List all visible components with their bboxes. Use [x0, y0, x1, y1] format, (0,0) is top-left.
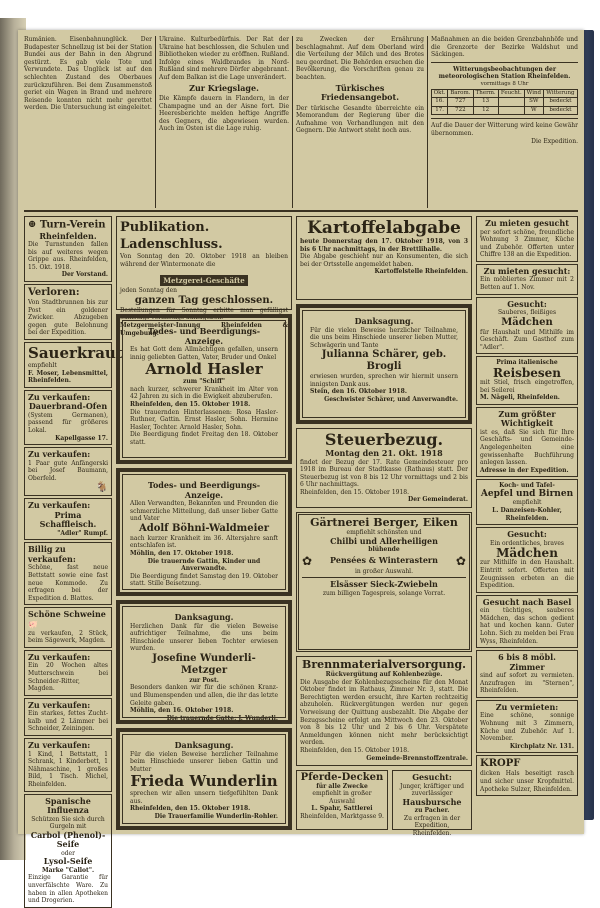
ad-text: Die Ausgabe der Kohlenbezugsscheine für den Monat Oktober findet im Rathaus, Zimmer Nr. 3, statt. Die Berechtigten werden ersucht, ihre Karten rechtzeitig abzuholen. Rückvergütungen werden nur gegen Vorweisung der Quittung ausbezahlt. Die Abgabe der Bezugsscheine erfolgt am Mittwoch den 23. Oktober von 8 bis 12 Uhr und 2 bis 6 Uhr. Verspätete Anmeldungen können nicht mehr berücksichtigt werden.: [300, 678, 468, 747]
notice-text: nach kurzer, schwerer Krankheit im Alter von 42 Jahren zu sich in die Ewigkeit abzuberufen.: [130, 385, 278, 401]
ad-text: empfiehlt in großer Auswahl: [312, 790, 372, 805]
ad-subtitle: für alle Zwecke: [316, 782, 368, 790]
ad-zimmer-gesucht: [476, 264, 578, 295]
notice-place: Möhlin, den 17. Oktober 1918.: [130, 549, 234, 557]
flower-icon: ✿: [455, 553, 466, 568]
notice-funeral: Die Beerdigung findet Samstag den 19. Oktober statt. Stille Beisetzung.: [130, 572, 278, 588]
ad-title: KROPF: [480, 758, 521, 770]
notice-place: Möhlin, den 16. Oktober 1918.: [130, 707, 234, 715]
ad-verkaufen-ofen: [24, 390, 112, 445]
notice-text: Für die vielen Beweise herzlicher Teilnahme, die uns beim Hinschiede unserer lieben Mutter, Schwägerin und Tante: [310, 326, 458, 349]
ad-text: Junger, kräftiger und zuverlässiger: [400, 782, 464, 798]
ad-moebl-zimmer: [476, 650, 578, 698]
goat-icon: 🐐: [95, 482, 108, 494]
deceased-name: Josefine Wunderli-Metzger: [152, 652, 256, 676]
ad-title: Zu mieten gesucht: [485, 218, 569, 228]
deceased-name: Arnold Hasler: [145, 360, 263, 379]
ad-sign: Kartoffelstelle Rheinfelden.: [374, 268, 468, 276]
notice-sign: Die trauernde Gatte: J. Wunderli.: [166, 714, 278, 722]
ad-moebel: [24, 738, 112, 791]
ad-title: Pferde-Decken: [300, 772, 384, 783]
ad-address: Kapellgasse 17.: [55, 434, 108, 442]
ad-title: Brennmaterialversorgung.: [302, 658, 466, 671]
ad-verloren: [24, 284, 112, 340]
ad-title: Gesucht nach Basel: [482, 596, 572, 607]
ad-title: Zu verkaufen:: [28, 449, 91, 460]
ad-kropf: [476, 755, 578, 796]
ad-wohnung-gesucht: [476, 216, 578, 262]
ad-aepfel: [476, 479, 578, 525]
notice-place: Stein, den 16. Oktober 1918.: [310, 388, 407, 396]
ad-subtitle: Prima italienische: [496, 359, 558, 367]
news-text: Rumänien. Eisenbahnunglück. Der Budapester Schnellzug ist bei der Station Bundei aus der Bahn in den Abgrund gestürzt. Es gab viele Tote und Verwundete. Das Unglück ist auf den schlechten Zustand des Oberbaues zurückzuführen. Bei dem Zusammenstoß geriet ein Wagen in Brand und mehrere Reisende konnten nicht mehr gerettet werden. Die Untersuchung ist eingeleitet.: [24, 36, 152, 112]
ad-text: empfiehlt schönsten und: [346, 529, 422, 536]
news-text: Ukraine. Kulturbedürfnis. Der Rat der Ukraine hat beschlossen, die Schulen und Bibliotheken wieder zu eröffnen. Rußland. Infolge eines Waldbrandes in Nord-Rußland sind mehrere Dörfer abgebrannt. Auf dem Balkan ist die Lage unverändert.: [159, 36, 289, 81]
right-ad-column: [476, 216, 578, 830]
ad-place: Rheinfelden, den 15. Oktober 1918.: [300, 746, 410, 754]
notice-subtitle: zum "Schiff": [182, 378, 225, 386]
ad-text: empfiehlt: [512, 499, 542, 507]
section-heading: Türkisches Friedensangebot.: [321, 82, 399, 103]
ad-text: findet der Bezug der 17. Rate Gemeindesteuer pro 1918 im Bureau der Stadtkasse (Rathaus) statt. Der Steuerbezug ist von 8 bis 12 Uhr vormittags und 2 bis 6 Uhr nachmittags.: [300, 458, 468, 489]
ad-mutterschwein: [24, 650, 112, 696]
ad-billig: [24, 542, 112, 605]
ad-verkaufen-ski: [24, 447, 112, 496]
ad-brennmaterial: [296, 656, 472, 766]
ad-address: Rheinfelden, Marktgasse 9.: [300, 812, 384, 820]
turner-cross-icon: ⊕: [28, 219, 37, 230]
ad-basel: [476, 595, 578, 648]
ad-steuerbezug: [296, 428, 472, 508]
news-text: Die Kämpfe dauern in Flandern, in der Champagne und an der Aisne fort. Die Heeresberichte melden heftige Angriffe des Gegners, die abgewiesen wurden. Auch im Osten ist die Lage ruhig.: [159, 95, 289, 133]
notice-mourners: Die trauernden Hinterlassenen: Rosa Hasler-Ruthner, Gattin. Ernst Hasler, Sohn. Hermine Hasler, Tochter. Arnold Hasler, Sohn.: [130, 408, 278, 431]
notice-text: erwiesen wurden, sprechen wir hiermit unsern innigsten Dank aus.: [310, 373, 458, 388]
thanks-schaerer: [296, 304, 472, 424]
ad-sign: Zu erfragen in der Expedition, Rheinfelden.: [403, 814, 461, 837]
ad-text: für Haushalt und Mithilfe im Geschäft. Zum Gasthof zum "Adler".: [480, 328, 574, 351]
ad-sign: L. Danzeisen-Kohler, Rheinfelden.: [492, 507, 562, 522]
newspaper-page: [18, 30, 584, 905]
ad-title: Zu vermieten:: [495, 701, 559, 712]
notice-heading: Todes- und Beerdigungs-Anzeige.: [147, 326, 261, 346]
section-heading: Zur Kriegslage.: [189, 82, 259, 93]
deceased-name: Frieda Wunderlin: [130, 772, 278, 791]
ad-title: Gesucht:: [507, 298, 547, 309]
notice-text: Allen Verwandten, Bekannten und Freunden die schmerzliche Mitteilung, daß unser lieber Gatte und Vater: [130, 500, 278, 523]
ad-sign: Adresse in der Expedition.: [480, 466, 569, 474]
ad-sign: Der Gemeinderat.: [408, 496, 468, 504]
ad-gaertnerei: [296, 512, 472, 652]
notice-text: Herzlichen Dank für die vielen Beweise aufrichtiger Teilnahme, die uns beim Hinschiede unserer lieben Tochter erwiesen wurden.: [130, 622, 278, 653]
ad-text: 1 Paar gute Anfängerski bei Josef Baumann, Oberfeld.: [28, 459, 108, 482]
weather-note: Auf die Dauer der Witterung wird keine Gewähr übernommen.: [431, 122, 578, 137]
notice-mourners: Die trauernde Gattin, Kinder und Anverwandte.: [147, 557, 261, 573]
ad-place: Rheinfelden.: [39, 230, 97, 241]
ad-influenza: [24, 794, 112, 908]
notice-funeral: Die Beerdigung findet Freitag den 18. Oktober statt.: [130, 431, 278, 446]
ad-item: zu Pacher.: [414, 807, 450, 815]
ad-pferdedecken: [296, 770, 388, 830]
ad-sign: Der Vorstand.: [61, 271, 108, 279]
ad-title: Zu verkaufen:: [28, 699, 91, 710]
ad-title: Publikation. Ladenschluss.: [120, 220, 223, 252]
ad-text: (System Germanen), passend für größeres Lokal.: [28, 411, 108, 434]
ad-title: Schöne Schweine 🐖: [28, 609, 106, 630]
ad-item: Elsässer Sieck-Zwiebeln: [330, 579, 438, 590]
column-rule: [292, 36, 293, 208]
ad-item: Mädchen: [496, 546, 558, 561]
ad-title: Zum größter Wichtigkeit: [498, 408, 556, 429]
band-rule: [24, 210, 578, 212]
ad-reisbesen: [476, 356, 578, 404]
ad-text: zur Mithilfe in den Haushalt. Eintritt sofort. Offerten mit Zeugnissen erbeten an die Expedition.: [480, 559, 574, 590]
ad-title: Sauerkraut: [28, 343, 123, 362]
thanks-wunderlin: [116, 728, 292, 830]
news-text: Maßnahmen an die beiden Grenzbahnhöfe und die Grenzorte der Bezirke Waldshut und Säckingen.: [431, 36, 578, 59]
ad-text: ist es, daß Sie sich für Ihre Geschäfts- und Gemeinde-Angelegenheiten eine gewissenhafte Buchführung anlegen lassen.: [480, 428, 574, 467]
notice-heading: Danksagung.: [354, 316, 414, 326]
ad-buchfuehrung: [476, 407, 578, 478]
ad-text: oder: [61, 849, 75, 857]
ad-text: in großer Auswahl.: [354, 567, 414, 575]
news-column-3: [296, 36, 424, 206]
ad-item: Hausbursche: [402, 796, 462, 807]
ad-place: Rheinfelden, den 15. Oktober 1918.: [300, 488, 410, 496]
weather-heading: Witterungsbeobachtungen der meteorologischen Station Rheinfelden.: [438, 65, 571, 81]
ad-text: Einzige Garantie für unverfälschte Ware. Zu haben in allen Apotheken und Drogerien.: [28, 874, 108, 905]
ad-product: Carbol (Phenol)-Seife: [30, 829, 106, 850]
ad-title: Zu mieten gesucht:: [483, 265, 571, 276]
ad-title: Kartoffelabgabe: [307, 218, 461, 238]
ad-text: Die Abgabe geschieht nur an Konsumenten, die sich bei der Ortsstelle angemeldet haben.: [300, 253, 468, 268]
ad-subtitle: Koch- und Tafel-: [499, 482, 555, 490]
flower-icon: ✿: [302, 553, 313, 568]
deceased-name: Julianna Schärer, geb. Brogli: [321, 349, 447, 373]
news-column-2: [159, 36, 289, 206]
notice-heading: Danksagung.: [174, 612, 234, 622]
ad-product: Lysol-Seife: [43, 856, 93, 867]
ad-text: per sofort schöne, freundliche Wohnung 3 Zimmer, Küche und Zubehör. Offerten unter Chiffre 138 an die Expedition.: [480, 228, 574, 259]
obituary-boehni: [116, 468, 292, 596]
ad-address: Kirchplatz Nr. 131.: [509, 742, 574, 750]
news-column-1: [24, 36, 152, 206]
pig-icon: 🐖: [28, 619, 38, 630]
deceased-name: Adolf Böhni-Waldmeier: [138, 522, 270, 534]
ad-text: sind auf sofort zu vermieten. Anzufragen im "Sternen", Rheinfelden.: [480, 672, 574, 695]
notice-heading: Danksagung.: [174, 740, 234, 750]
ad-title: ⊕ Turn-Verein: [28, 219, 106, 231]
ad-text: Von Sonntag den 20. Oktober 1918 an bleiben während der Wintermonate die: [120, 253, 288, 268]
ad-sign: L. Spahr, Sattlerei: [311, 805, 373, 813]
ad-title: Billig zu verkaufen:: [28, 544, 76, 564]
ad-item: Prima Schaffleisch.: [39, 509, 97, 530]
ad-title: Zu verkaufen:: [28, 500, 91, 511]
notice-text: Besonders danken wir für die schönen Kranz- und Blumenspenden und allen, die ihr das letzte Geleite gaben.: [130, 684, 278, 707]
ad-text: Schützen Sie sich durch Gurgeln mit: [31, 815, 105, 831]
weather-header-row: Okt. Barom. Therm. Feucht. Wind Witterung: [432, 89, 578, 98]
ad-text: Ein 20 Wochen altes Mutterschwein bei Schneider-Ritter, Magden.: [28, 662, 108, 693]
ad-text: Eine schöne, sonnige Wohnung mit 3 Zimmern, Küche und Zubehör. Auf 1. November.: [480, 712, 574, 743]
ad-text: dicken Hals beseitigt rasch und sicher unser Kropfmittel. Apotheke Sulzer, Rheinfelden.: [480, 770, 574, 793]
notice-heading: Todes- und Beerdigungs-Anzeige.: [147, 480, 261, 500]
news-column-4: [431, 36, 578, 206]
notice-text: Es hat Gott dem Allmächtigen gefallen, unsern innig geliebten Gatten, Vater, Bruder und Onkel: [130, 346, 278, 361]
ad-text: Sauberes, fleißiges: [497, 309, 557, 317]
ad-sign: Metzgermeister-Innung Rheinfelden & Umgebung.: [120, 321, 288, 337]
ad-schaffleisch: [24, 498, 112, 540]
ad-vermieten: [476, 700, 578, 753]
ad-text: 1 Kind, 1 Bettstatt, 1 Schrank, 1 Kinderbett, 1 Nähmaschine, 1 großes Bild, 1 Tisch. Michel, Rheinfelden.: [28, 750, 108, 788]
obituary-hasler: [116, 314, 292, 464]
ad-schweine: [24, 607, 112, 647]
ad-highlight: Metzgerei-Geschäfte: [160, 275, 247, 286]
notice-text: Für die vielen Beweise herzlicher Teilnahme beim Hinschiede unserer lieben Gattin und Mutter: [130, 750, 278, 773]
ad-maedchen-haushalt: [476, 527, 578, 592]
ad-text: Von Stadtbrunnen bis zur Post ein goldener Zwicker. Abzugeben gegen gute Belohnung bei der Expedition.: [28, 298, 108, 337]
ad-title: Reisbesen: [492, 366, 562, 381]
ad-text: ein tüchtiges, sauberes Mädchen, das schon gedient hat und kochen kann. Guter Lohn. Sich zu melden bei Frau Wyss, Rheinfelden.: [480, 607, 574, 645]
news-text: Der türkische Gesandte überreichte ein Memorandum der Regierung über die Aufnahme von Verhandlungen mit den Gegnern. Die Antwort steht noch aus.: [296, 104, 424, 135]
ad-text: Schöne, fast neue Bettstatt sowie eine fast neue Kommode. Zu erfragen bei der Expedition d. Blattes.: [28, 564, 108, 602]
ad-item: Pensées & Winterastern: [330, 554, 438, 565]
ad-highlight: ganzen Tag geschlossen.: [134, 294, 274, 306]
notice-sign: Die Trauerfamilie Wunderlin-Rohler.: [154, 813, 278, 821]
weather-row: 16. 727 13 SW bedeckt: [432, 98, 578, 107]
ad-item: Chilbi und Allerheiligen: [330, 535, 438, 546]
ad-turnverein: [24, 216, 112, 282]
ad-sign: M. Nägeli, Rheinfelden.: [480, 394, 560, 402]
thanks-wunderli: [116, 600, 292, 724]
ad-text: mit Stiel, frisch eingetroffen, bei Seilerei: [480, 379, 574, 394]
ad-text: heute Donnerstag den 17. Oktober 1918, von 3 bis 6 Uhr nachmittags, in der Brettlihalle.: [300, 238, 468, 253]
ad-title: Zu verkaufen:: [28, 391, 91, 402]
ad-subtitle: Rückvergütung auf Kohlenbezüge.: [325, 671, 443, 678]
notice-place: Rheinfelden, den 15. Oktober 1918.: [130, 400, 251, 408]
ad-text: Ein möbliertes Zimmer mit 2 Betten auf 1. Nov.: [480, 276, 574, 291]
weather-row: 17. 722 12 W bedeckt: [432, 106, 578, 115]
ad-title: Gesucht:: [507, 529, 547, 540]
ad-title: Gesucht:: [412, 772, 452, 782]
ad-item: Mädchen: [501, 316, 553, 328]
ad-text: empfiehlt: [28, 361, 57, 369]
weather-time: vormittags 8 Uhr: [480, 80, 529, 87]
news-text: zu Zwecken der Ernährung beschlagnahmt. Auf dem Oberland wird die Verteilung der Milch und des Brotes neu geordnet. Die Behörden ersuchen die Bevölkerung, die Vorschriften genau zu beachten.: [296, 36, 424, 81]
ad-title: Zu verkaufen:: [28, 651, 91, 662]
notice-text: sprechen wir allen unsern tiefgefühlten Dank aus.: [130, 790, 278, 805]
weather-sign: Die Expedition.: [531, 137, 578, 145]
ad-text: zum billigen Tagespreis, solange Vorrat.: [322, 589, 446, 597]
ad-maedchen-adler: [476, 297, 578, 355]
column-rule: [155, 36, 156, 208]
ad-sign: "Adler" Rumpf.: [57, 529, 108, 537]
ad-hausbursche: [392, 770, 472, 837]
ad-title: Spanische Influenza: [45, 795, 91, 815]
ad-zuchtkalb: [24, 698, 112, 736]
ad-sign: Gemeinde-Brennstoffzentrale.: [366, 754, 468, 762]
ad-sauerkraut: [24, 342, 123, 388]
ad-text: Ein ordentliches, braves: [489, 539, 565, 547]
ad-title: Verloren:: [28, 286, 80, 298]
notice-sign: Geschwister Schärer, und Anverwandte.: [324, 396, 458, 404]
ad-title: Steuerbezug.: [324, 430, 444, 449]
ad-title: Gärtnerei Berger, Eiken: [310, 516, 458, 529]
ad-text: blühende: [368, 546, 400, 554]
column-rule: [427, 36, 428, 208]
ad-title: 6 bis 8 möbl. Zimmer: [498, 652, 556, 672]
ad-text: zu verkaufen, 2 Stück, beim Sägewerk, Magden.: [28, 629, 108, 645]
ad-sign: F. Moser, Lebensmittel, Rheinfelden.: [28, 369, 108, 385]
weather-table: [431, 89, 578, 116]
notice-subtitle: zur Post.: [189, 676, 219, 684]
left-ad-column: [24, 216, 123, 905]
ad-item: Dauerbrand-Ofen: [28, 401, 108, 412]
ad-kartoffelabgabe: [296, 216, 472, 300]
ad-title: Aepfel und Birnen: [480, 488, 574, 499]
notice-place: Rheinfelden, den 15. Oktober 1918.: [130, 805, 251, 813]
notice-text: nach kurzer Krankheit im 36. Altersjahre sanft entschlafen ist.: [130, 534, 278, 550]
ad-text: Ein starkes, fettes Zucht-kalb und 2 Lämmer bei Schneider, Zeiningen.: [28, 710, 108, 733]
ad-date: Montag den 21. Okt. 1918: [325, 448, 443, 458]
ad-text: Die Turnstunden fallen bis auf weiteres wegen Grippe aus. Rheinfelden, 15. Okt. 1918.: [28, 241, 108, 271]
ad-text: Bestellungen für Sonntag erbitte man gefälligst Samstags vormittags aufzugeben.: [120, 306, 288, 322]
ad-text: Marke "Callot".: [41, 866, 95, 874]
ad-title: Zu verkaufen:: [28, 740, 91, 751]
ad-text: jeden Sonntag den: [120, 287, 178, 295]
